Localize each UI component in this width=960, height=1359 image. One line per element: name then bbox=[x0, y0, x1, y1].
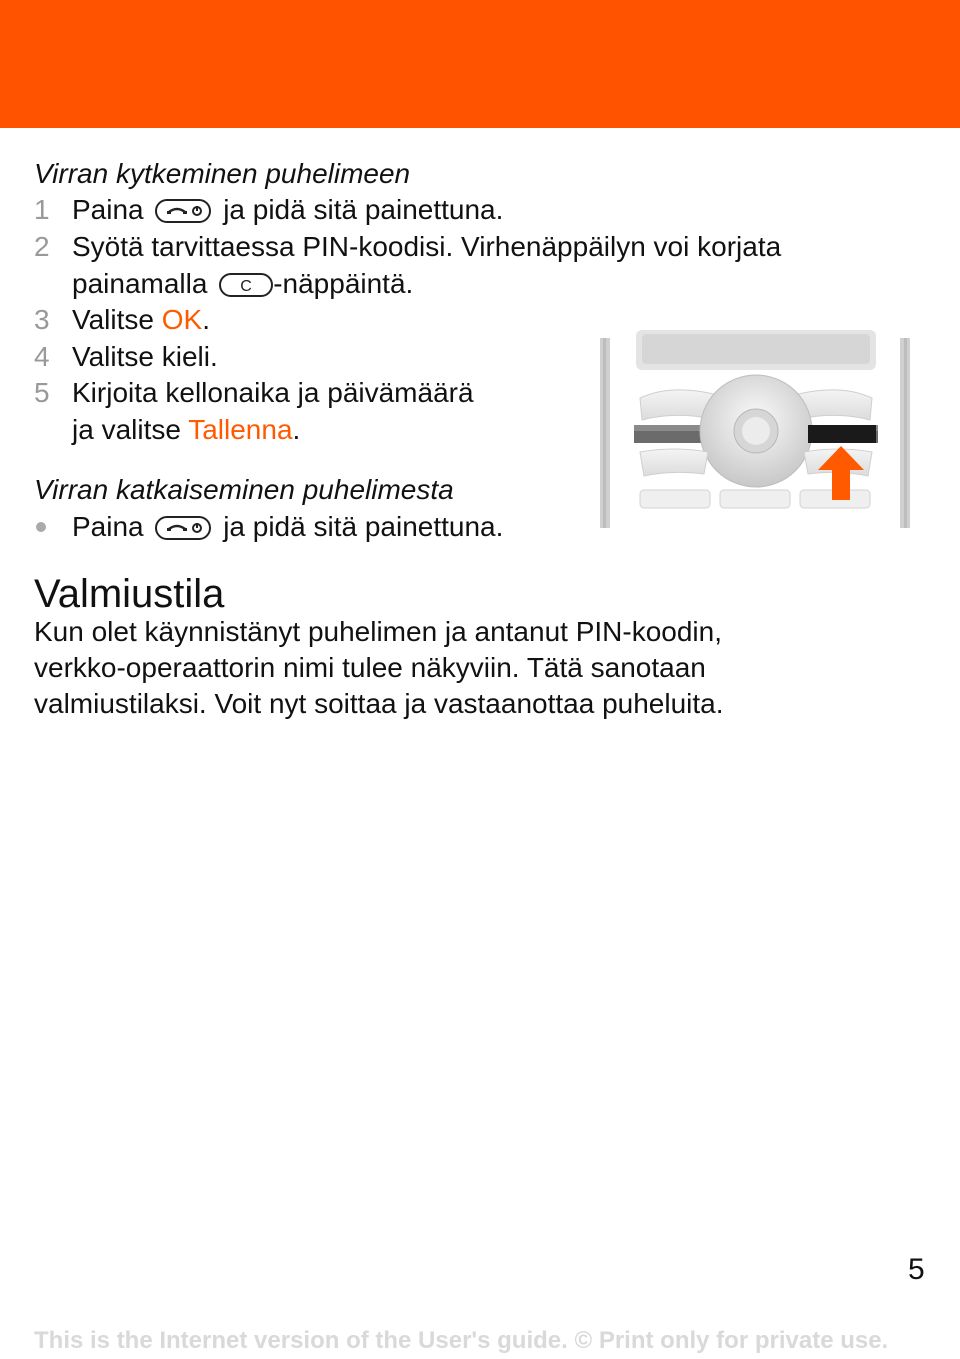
step-3-text-before: Valitse bbox=[72, 304, 162, 335]
step-1-text-after: ja pidä sitä painettuna. bbox=[223, 194, 504, 225]
bullet-text-before: Paina bbox=[72, 511, 144, 542]
step-2-line-2 bbox=[72, 266, 413, 302]
section-heading-power-on: Virran kytkeminen puhelimeen bbox=[34, 158, 411, 189]
bullet-dot bbox=[36, 522, 46, 532]
tallenna-highlight: Tallenna bbox=[188, 414, 293, 445]
header-banner bbox=[0, 0, 960, 128]
step-2-line-1: Syötä tarvittaessa PIN-koodisi. Virhenäppäilyn voi korjata bbox=[72, 231, 782, 262]
bullet-item bbox=[72, 509, 503, 545]
step-1-text-before: Paina bbox=[72, 194, 144, 225]
c-key-label: C bbox=[240, 278, 252, 295]
step-number-1: 1 bbox=[34, 194, 50, 225]
page-number: 5 bbox=[908, 1253, 925, 1286]
section-heading-power-off: Virran katkaiseminen puhelimesta bbox=[34, 474, 454, 505]
step-3-text-after: . bbox=[202, 304, 210, 335]
step-2-text-before: painamalla bbox=[72, 268, 208, 299]
paragraph-line-1: Kun olet käynnistänyt puhelimen ja antanut PIN-koodin, bbox=[34, 616, 722, 647]
end-call-key-icon bbox=[155, 516, 211, 540]
section-title-standby: Valmiustila bbox=[34, 572, 225, 616]
step-4: Valitse kieli. bbox=[72, 341, 218, 372]
step-5-text-after: . bbox=[292, 414, 301, 445]
step-number-4: 4 bbox=[34, 341, 50, 372]
step-2-text-after: -näppäintä. bbox=[273, 268, 414, 299]
footer-note: This is the Internet version of the User's guide. © Print only for private use. bbox=[34, 1327, 889, 1354]
paragraph-line-3: valmiustilaksi. Voit nyt soittaa ja vastaanottaa puheluita. bbox=[34, 688, 724, 719]
step-number-2: 2 bbox=[34, 231, 50, 262]
step-number-5: 5 bbox=[34, 377, 50, 408]
standby-paragraph bbox=[34, 614, 724, 722]
phone-keypad-illustration bbox=[596, 330, 916, 535]
end-call-key-icon bbox=[155, 199, 211, 223]
bullet-text-after: ja pidä sitä painettuna. bbox=[223, 511, 504, 542]
step-5-text-before: ja valitse bbox=[72, 414, 189, 445]
paragraph-line-2: verkko-operaattorin nimi tulee näkyviin. Tätä sanotaan bbox=[34, 652, 706, 683]
step-3 bbox=[72, 302, 210, 338]
step-5-line-2 bbox=[72, 412, 300, 448]
c-key-icon bbox=[219, 273, 273, 297]
step-number-3: 3 bbox=[34, 304, 50, 335]
step-5-line-1: Kirjoita kellonaika ja päivämäärä bbox=[72, 377, 474, 408]
ok-highlight: OK bbox=[161, 304, 203, 335]
step-1 bbox=[72, 192, 503, 228]
